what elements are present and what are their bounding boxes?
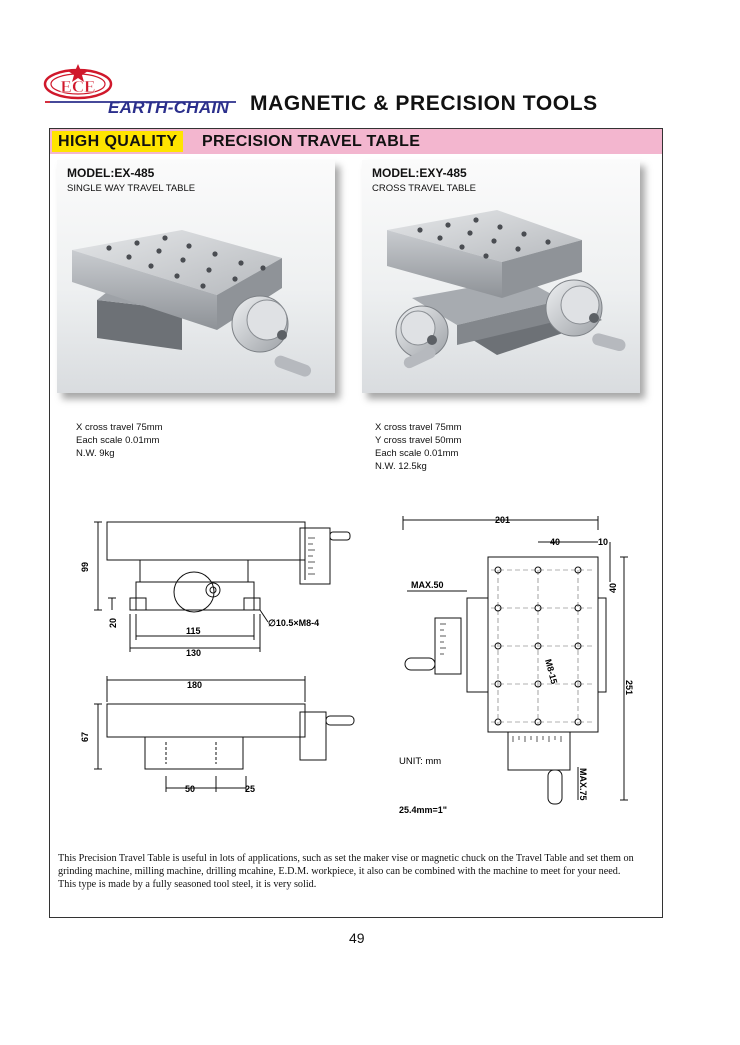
dim-length: 180 xyxy=(187,680,203,690)
spec-line: Each scale 0.01mm xyxy=(76,435,160,446)
dim-edge: 10 xyxy=(598,537,609,547)
spec-line: N.W. 9kg xyxy=(76,448,115,459)
product-description: This Precision Travel Table is useful in lots of applications, such as set the maker vise or magnetic chuck on the Travel Table and set them on grinding machine, milling machine, drilling mcahine, E.D.M. workpiece, it also can be combined with the machine to meet for your need. This type is made by a fully seasoned tool steel, it is very solid. xyxy=(58,853,634,890)
spec-line: X cross travel 75mm xyxy=(375,422,462,433)
dim-max-y: MAX.75 xyxy=(578,768,588,801)
model-subtitle: CROSS TRAVEL TABLE xyxy=(372,183,477,194)
spec-line: Each scale 0.01mm xyxy=(375,448,459,459)
exy485-table-illustration xyxy=(362,160,640,393)
model-label: MODEL:EX-485 xyxy=(67,166,155,180)
model-label: MODEL:EXY-485 xyxy=(372,166,467,180)
drawing-exy485-top xyxy=(395,510,640,840)
dim-spacing-b: 25 xyxy=(245,784,256,794)
dim-max-x: MAX.50 xyxy=(411,580,444,590)
dim-tap: M8-15 xyxy=(543,657,560,686)
unit-label: UNIT: mm xyxy=(399,756,442,767)
drawing-ex485-side xyxy=(70,676,370,800)
dim-height-side: 67 xyxy=(80,731,90,742)
dim-pitch: 40 xyxy=(550,537,561,547)
product-photo-ex485 xyxy=(57,160,335,393)
conversion-label: 25.4mm=1" xyxy=(399,805,448,815)
dim-base: 20 xyxy=(108,617,118,628)
product-photo-exy485 xyxy=(362,160,640,393)
svg-text:ECE: ECE xyxy=(60,77,96,96)
page-title: MAGNETIC & PRECISION TOOLS xyxy=(250,92,598,115)
dim-width: 201 xyxy=(495,515,511,525)
dim-spacing-a: 50 xyxy=(185,784,196,794)
page-number: 49 xyxy=(349,930,365,946)
brand-name: EARTH-CHAIN xyxy=(108,98,230,117)
drawing-ex485-front xyxy=(70,510,370,670)
specs-exy485 xyxy=(375,421,462,473)
dim-width-outer: 130 xyxy=(186,648,202,658)
specs-ex485 xyxy=(76,421,163,460)
dim-hole-note: ∅10.5×M8-4 xyxy=(268,618,320,628)
spec-line: X cross travel 75mm xyxy=(76,422,163,433)
spec-line: Y cross travel 50mm xyxy=(375,435,462,446)
spec-line: N.W. 12.5kg xyxy=(375,461,427,472)
dim-height: 99 xyxy=(80,561,90,572)
model-subtitle: SINGLE WAY TRAVEL TABLE xyxy=(67,183,196,194)
high-quality-label: HIGH QUALITY xyxy=(52,131,183,152)
dim-pitch-v: 40 xyxy=(608,582,618,593)
section-title: PRECISION TRAVEL TABLE xyxy=(202,133,421,150)
ex485-table-illustration xyxy=(57,160,335,393)
dim-width-inner: 115 xyxy=(186,626,201,636)
dim-height: 251 xyxy=(624,680,634,696)
